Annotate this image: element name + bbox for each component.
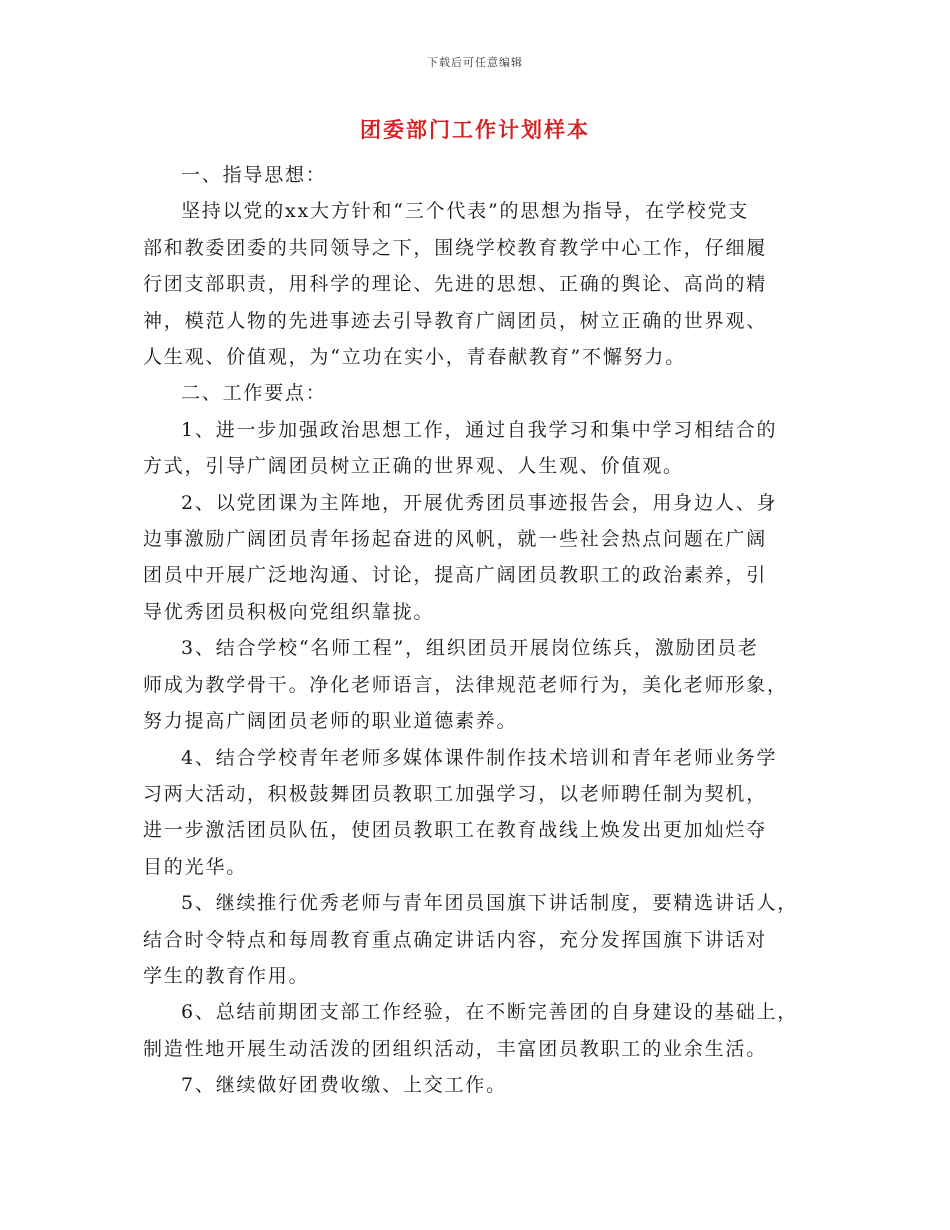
paragraph-point-6: 6、总结前期团支部工作经验，在不断完善团的自身建设的基础上， 制造性地开展生动活泼的团组织活动，丰富团员教职工的业余生活。 bbox=[143, 1001, 799, 1060]
section-heading-guiding-ideology: 一、指导思想： bbox=[181, 164, 327, 186]
paragraph-point-3: 3、结合学校“名师工程”，组织团员开展岗位练兵，激励团员老 师成为教学骨干。净化老师语言，法律规范老师行为，美化老师形象， 努力提高广阔团员老师的职业道德素养。 bbox=[143, 637, 788, 733]
paragraph-guiding-ideology: 坚持以党的xx大方针和“三个代表”的思想为指导，在学校党支 部和教委团委的共同领导之下，围绕学校教育教学中心工作，仔细履 行团支部职责，用科学的理论、先进的思想、正确的舆论、高尚的精 神，模范人物的先进事迹去引导教育广阔团员，树立正确的世界观、 人生观、价值观，为“立功在实小，青春献教育”不懈努力。 bbox=[143, 200, 768, 369]
section-heading-work-points: 二、工作要点： bbox=[181, 382, 327, 405]
document-body bbox=[143, 157, 823, 1104]
paragraph-point-7: 7、继续做好团费收缴、上交工作。 bbox=[181, 1074, 507, 1097]
header-note: 下载后可任意编辑 bbox=[427, 56, 523, 69]
paragraph-point-5: 5、继续推行优秀老师与青年团员国旗下讲话制度，要精选讲话人， 结合时令特点和每周教育重点确定讲话内容，充分发挥国旗下讲话对 学生的教育作用。 bbox=[143, 892, 799, 987]
paragraph-point-2: 2、以党团课为主阵地，开展优秀团员事迹报告会，用身边人、身 边事激励广阔团员青年扬起奋进的风帆，就一些社会热点问题在广阔 团员中开展广泛地沟通、讨论，提高广阔团员教职工的政治素养，引 导优秀团员积极向党组织靠拢。 bbox=[143, 491, 778, 623]
paragraph-point-1: 1、进一步加强政治思想工作，通过自我学习和集中学习相结合的 方式，引导广阔团员树立正确的世界观、人生观、价值观。 bbox=[143, 418, 778, 478]
paragraph-point-4: 4、结合学校青年老师多媒体课件制作技术培训和青年老师业务学 习两大活动，积极鼓舞团员教职工加强学习，以老师聘任制为契机， 进一步激活团员队伍，使团员教职工在教育战线上焕发出更加灿烂夺 目的光华。 bbox=[143, 746, 778, 878]
document-title: 团委部门工作计划样本 bbox=[360, 118, 590, 142]
